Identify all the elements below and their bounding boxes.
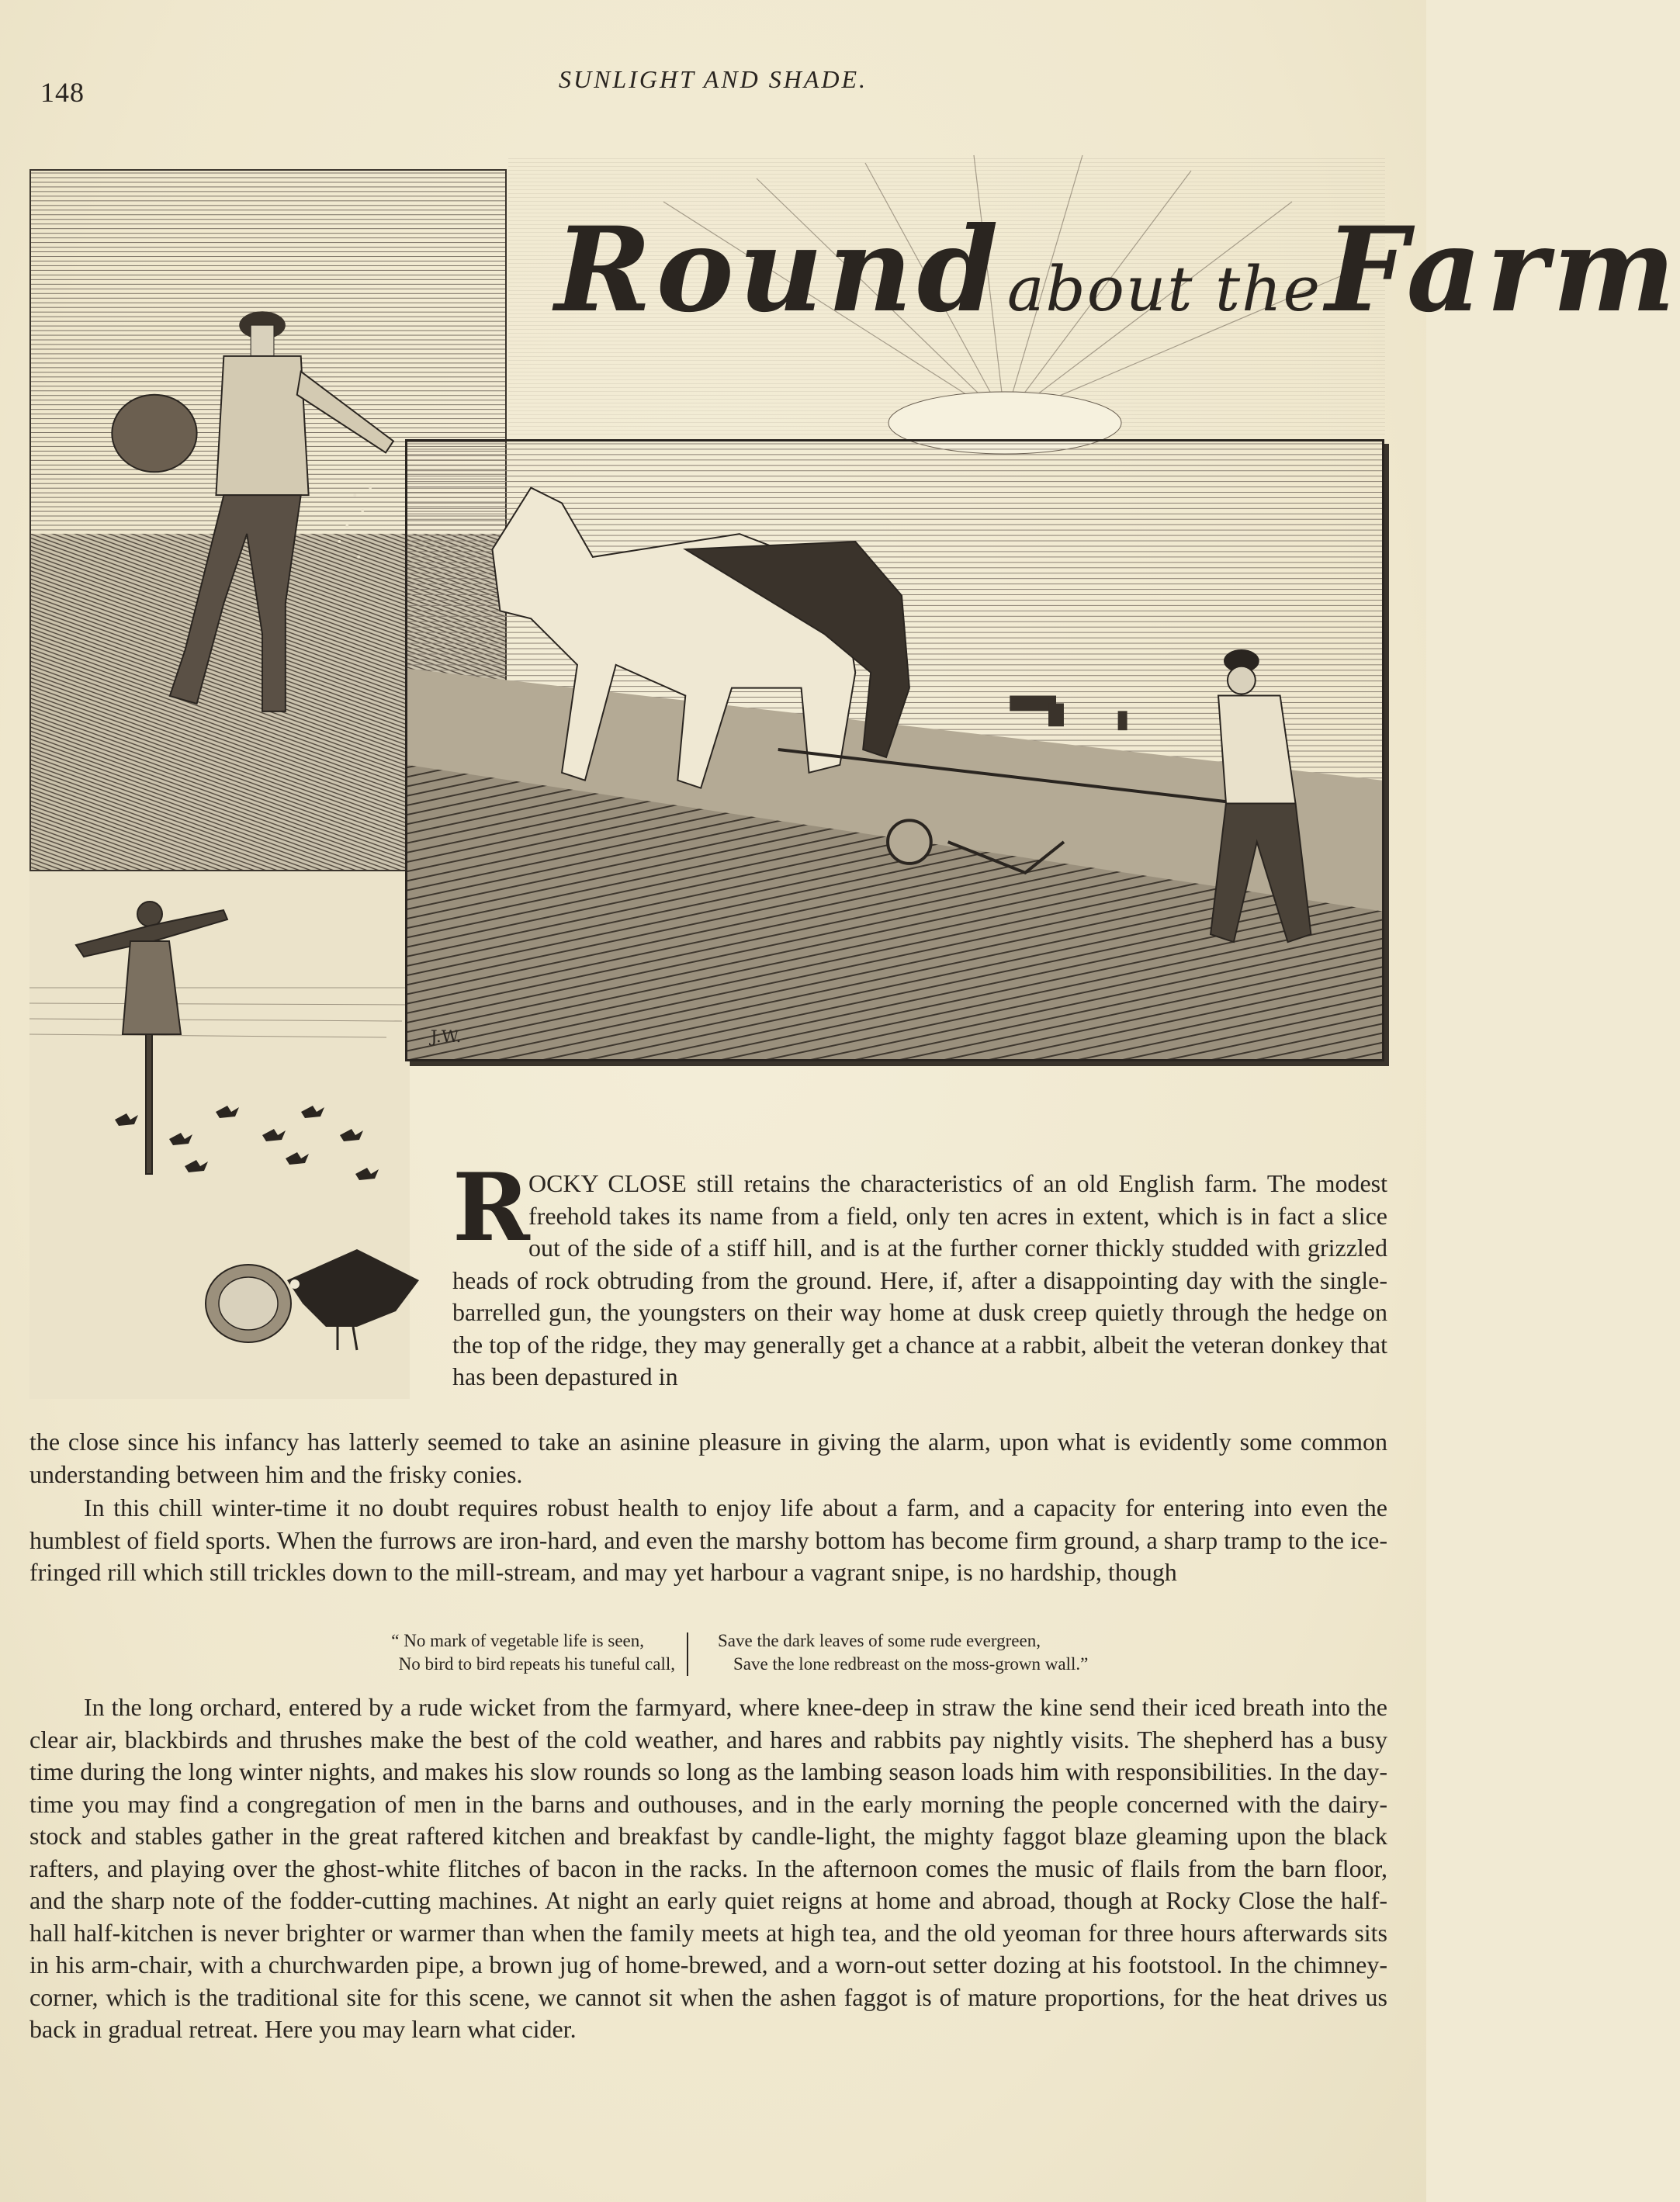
poem-right-line-1: Save the dark leaves of some rude evergreen,	[718, 1631, 1041, 1650]
drop-cap: R	[452, 1153, 530, 1262]
plough-engraving	[407, 441, 1382, 1059]
poem-left-column	[225, 1629, 675, 1676]
title-banner	[508, 155, 1680, 435]
paragraph-1-lead: OCKY CLOSE still retains the characteristics of an old English farm. The modest freehold takes its name from a field, only ten acres in extent, which is in fact a slice out of the side of a stiff hill, and is at the further corner thickly studded with grizzled heads of rock obtruding from the ground. Here, if, after a disappointing day with the single-barrelled gun, the youngsters on their way home at dusk creep quietly through the hedge on the top of the ridge, they may generally get a chance at a rabbit, albeit the veteran donkey that has been depastured in	[452, 1169, 1387, 1390]
crows-illustration	[186, 1218, 442, 1373]
title-lettering	[555, 202, 1680, 338]
paragraph-2: In this chill winter-time it no doubt requires robust health to enjoy life about a farm, and a capacity for entering into even the humblest of field sports. When the furrows are iron-hard, and even the marshy bottom has become firm ground, a sharp tramp to the ice-fringed rill which still trickles down to the mill-stream, and may yet harbour a vagrant snipe, is no hardship, though	[29, 1494, 1387, 1586]
poem-right-line-2: Save the lone redbreast on the moss-grown wall.”	[733, 1654, 1089, 1674]
poem-divider	[687, 1632, 688, 1676]
plough-illustration	[405, 439, 1384, 1061]
title-word-farm: Farm	[1325, 202, 1680, 338]
engraver-signature: J.W.	[430, 1027, 462, 1047]
running-head: SUNLIGHT AND SHADE.	[558, 65, 868, 93]
poem-left-line-1: “ No mark of vegetable life is seen,	[391, 1631, 644, 1650]
poem-right-column	[718, 1629, 1261, 1676]
page-number: 148	[40, 77, 85, 108]
poem-left-line-2: No bird to bird repeats his tuneful call,	[398, 1654, 675, 1674]
crows-engraving	[186, 1218, 442, 1373]
paragraph-1-continuation: the close since his infancy has latterly seemed to take an asinine pleasure in giving the alarm, upon what is evidently some common understanding between him and the frisky conies.	[29, 1428, 1387, 1488]
paragraph-3: In the long orchard, entered by a rude wicket from the farmyard, where knee-deep in straw the kine send their iced breath into the clear air, blackbirds and thrushes make the best of the cold weather, and hares and rabbits pay nightly visits. The shepherd has a busy time during the long winter nights, and makes his slow rounds so long as the lambing season loads him with responsibilities. In the day-time you may find a congregation of men in the barns and outhouses, and in the early morning the people concerned with the dairy-stock and stables gather in the great raftered kitchen and breakfast by candle-light, the mighty faggot blaze gleaming upon the black rafters, and playing over the ghost-white flitches of bacon in the racks. In the afternoon comes the music of flails from the barn floor, and the sharp note of the fodder-cutting machines. At night an early quiet reigns at home and abroad, though at Rocky Close the half-hall half-kitchen is never brighter or warmer than when the family meets at high tea, and the old yeoman for three hours afterwards sits in his arm-chair, with a churchwarden pipe, a brown jug of home-brewed, and a worn-out setter dozing at his footstool. In the chimney-corner, which is the traditional site for this scene, we cannot sit when the ashen faggot is of mature proportions, for the heat drives us back in gradual retreat. Here you may learn what cider.	[29, 1693, 1387, 2043]
title-word-about-the: about the	[1006, 253, 1321, 325]
paragraph-1	[452, 1153, 1387, 1394]
title-word-round: Round	[555, 202, 1003, 338]
